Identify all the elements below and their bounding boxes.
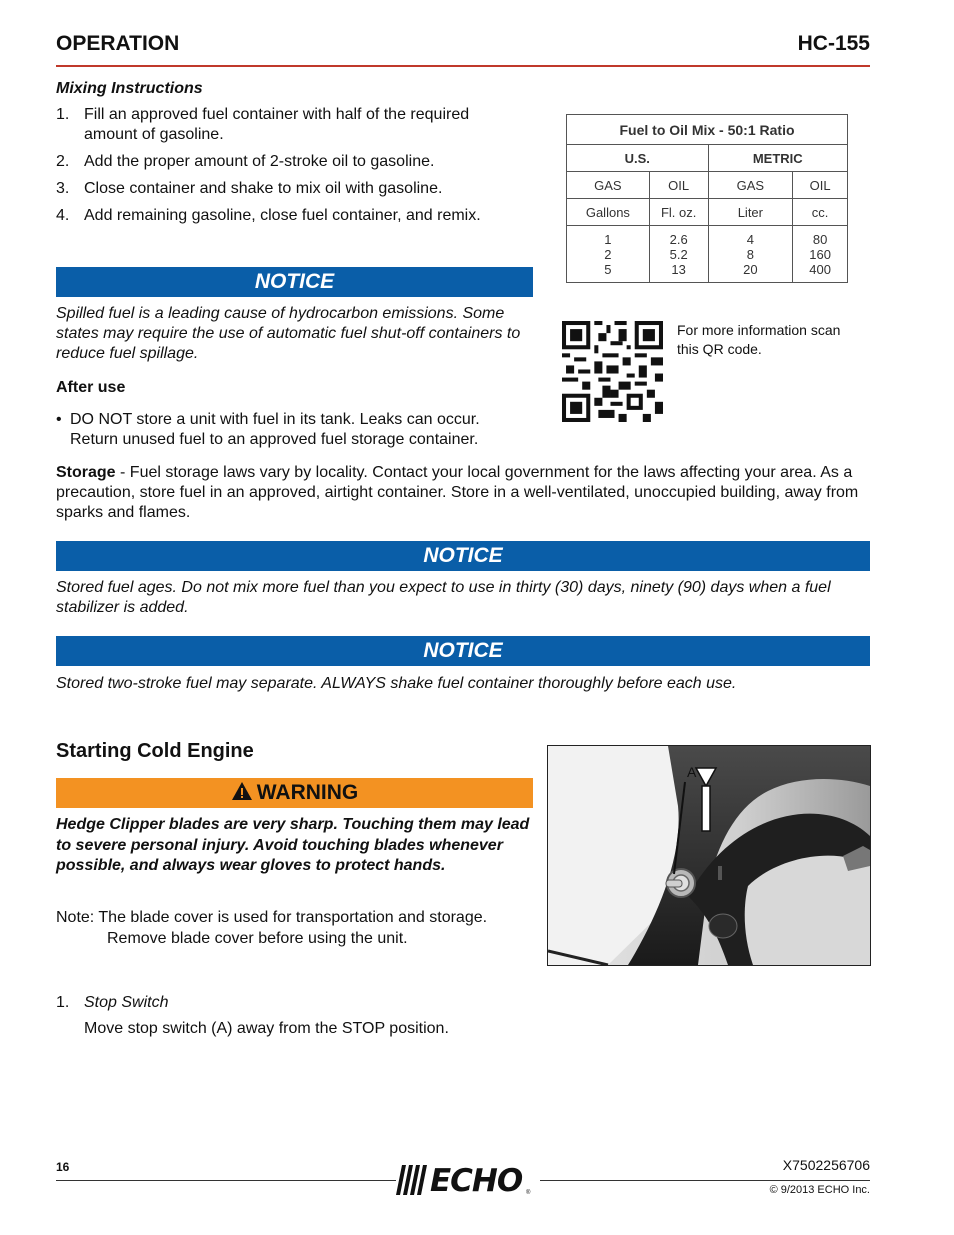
echo-logo: [396, 1163, 538, 1199]
after-use-title: After use: [56, 379, 126, 396]
fuel-table-group-us: U.S.: [567, 145, 709, 172]
fuel-table-column-header: OIL: [649, 172, 708, 199]
echo-logo-wordmark: ECHO: [430, 1163, 523, 1199]
storage-text: - Fuel storage laws vary by locality. Contact your local government for the laws affecting your area. As a precaution, store fuel in an approved, airtight container. Store in a well-ventilated, unoccupied building, away from sparks and flames.: [56, 464, 859, 521]
mixing-instructions-title: Mixing Instructions: [56, 80, 203, 97]
table-cell: 80 160 400: [793, 226, 848, 283]
warning-label: WARNING: [256, 781, 359, 804]
notice-banner: NOTICE: [56, 267, 533, 297]
note-line-2: Remove blade cover before using the unit.: [107, 930, 408, 947]
header-divider: [56, 65, 870, 67]
list-item: 4. Add remaining gasoline, close fuel container, and remix.: [56, 207, 481, 224]
fuel-table-column-header: GAS: [567, 172, 650, 199]
footer-divider-right: [540, 1180, 870, 1181]
copyright: © 9/2013 ECHO Inc.: [769, 1184, 870, 1196]
fuel-table-column-header: GAS: [708, 172, 793, 199]
notice-text: Stored two-stroke fuel may separate. ALWAYS shake fuel container thoroughly before each use.: [56, 675, 737, 692]
qr-caption: For more information scan this QR code.: [677, 322, 841, 357]
warning-banner: [56, 778, 533, 808]
fuel-table-unit: Gallons: [567, 199, 650, 226]
stop-switch-photo: [548, 746, 870, 965]
list-item: 1. Fill an approved fuel container with half of the required amount of gasoline.: [56, 106, 470, 143]
table-cell: 2.6 5.2 13: [649, 226, 708, 283]
list-item: 3. Close container and shake to mix oil with gasoline.: [56, 180, 443, 197]
bullet-text: DO NOT store a unit with fuel in its tank. Leaks can occur. Return unused fuel to an approved fuel storage container.: [70, 411, 480, 448]
notice-text: Spilled fuel is a leading cause of hydrocarbon emissions. Some states may require the use of automatic fuel shut-off containers to reduce fuel spillage.: [56, 305, 521, 362]
warning-text: Hedge Clipper blades are very sharp. Touching them may lead to severe personal injury. Avoid touching blades whenever possible, and always wear gloves to protect hands.: [56, 816, 530, 874]
registered-mark-icon: ®: [526, 1190, 531, 1196]
fuel-table-unit: Liter: [708, 199, 793, 226]
qr-code-image[interactable]: [562, 321, 663, 422]
fuel-table-column-header: OIL: [793, 172, 848, 199]
bullet-icon: •: [56, 411, 62, 428]
after-use-bullet: [56, 410, 526, 450]
page-number: 16: [56, 1160, 70, 1174]
mixing-steps-list: [56, 105, 526, 233]
table-cell: 1 2 5: [567, 226, 650, 283]
step-title: Stop Switch: [84, 994, 169, 1011]
fuel-table-unit: cc.: [793, 199, 848, 226]
model-number: HC-155: [797, 32, 870, 55]
storage-label: Storage: [56, 464, 116, 481]
notice-text: Stored fuel ages. Do not mix more fuel than you expect to use in thirty (30) days, ninety (90) days when a fuel stabilizer is added.: [56, 579, 831, 616]
step-text: Move stop switch (A) away from the STOP position.: [84, 1020, 449, 1037]
notice-banner: NOTICE: [56, 541, 870, 571]
warning-triangle-icon: [231, 781, 253, 801]
section-title: OPERATION: [56, 32, 180, 55]
part-number: X7502256706: [782, 1157, 870, 1173]
starting-cold-engine-heading: Starting Cold Engine: [56, 740, 254, 762]
stop-switch-figure: [547, 745, 871, 966]
step-number: 1.: [56, 994, 70, 1011]
list-item: 2. Add the proper amount of 2-stroke oil to gasoline.: [56, 153, 435, 170]
note-line-1: Note: The blade cover is used for transportation and storage.: [56, 909, 488, 926]
notice-banner: NOTICE: [56, 636, 870, 666]
footer-divider-left: [56, 1180, 396, 1181]
fuel-table-title: Fuel to Oil Mix - 50:1 Ratio: [567, 115, 848, 145]
figure-label-a: A: [687, 764, 697, 780]
table-cell: 4 8 20: [708, 226, 793, 283]
fuel-table-unit: Fl. oz.: [649, 199, 708, 226]
fuel-oil-mix-table: [566, 114, 848, 283]
storage-paragraph: [56, 463, 871, 523]
fuel-table-group-metric: METRIC: [708, 145, 847, 172]
